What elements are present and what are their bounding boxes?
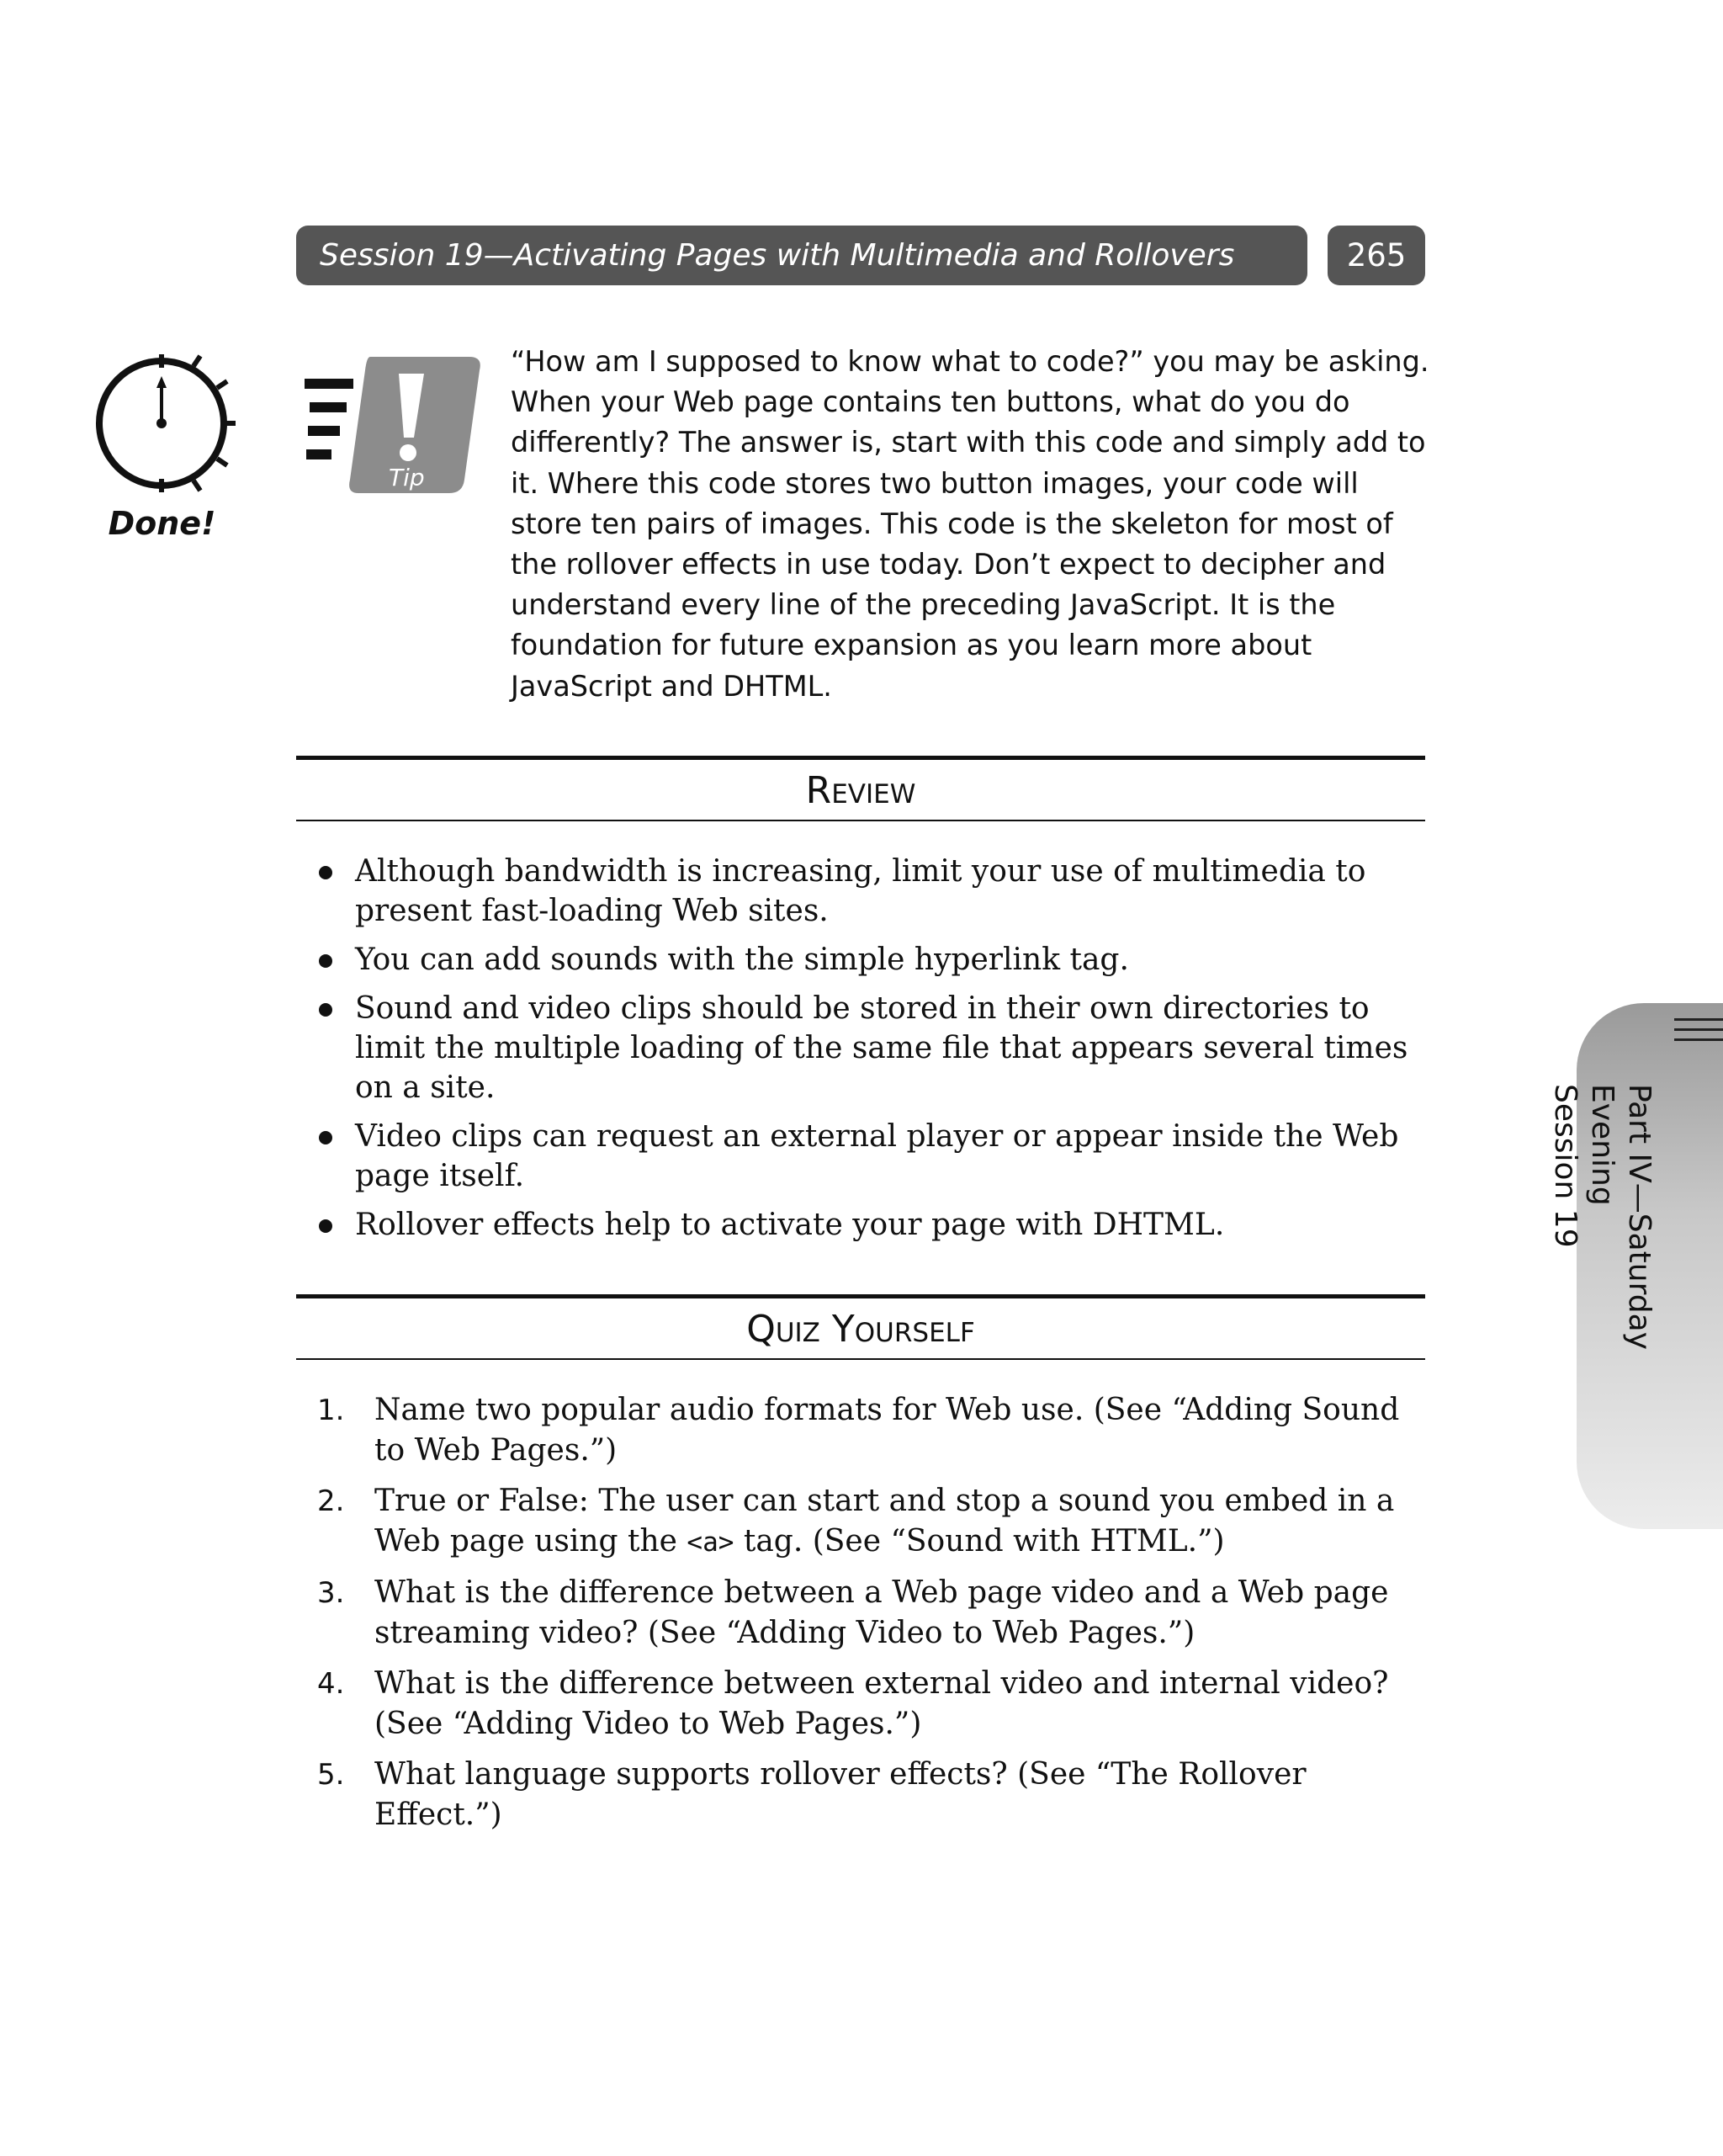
quiz-item-text: True or False: The user can start and stop a sound you embed in a Web page using the <box>374 1484 1395 1559</box>
quiz-item-number: 1. <box>317 1394 345 1427</box>
review-item <box>315 940 1409 980</box>
review-item <box>315 852 1409 931</box>
page-number: 265 <box>1328 226 1425 285</box>
quiz-item-text-end: tag. (See “Sound with HTML.”) <box>734 1524 1225 1559</box>
quiz-item <box>315 1664 1409 1744</box>
side-tab-label <box>1548 1084 1657 1454</box>
review-item-text: Although bandwidth is increasing, limit your use of multimedia to present fast-loading Web sites. <box>355 854 1366 928</box>
quiz-item <box>315 1755 1409 1835</box>
quiz-top-rule <box>296 1294 1425 1298</box>
review-heading: Review <box>805 769 916 812</box>
quiz-item <box>315 1573 1409 1654</box>
quiz-item-text: What language supports rollover effects? (See “The Rollover Effect.”) <box>374 1757 1307 1832</box>
bullet-icon <box>319 1003 332 1017</box>
review-item-text: Sound and video clips should be stored in their own directories to limit the multiple loading of the same file that appears several times on a site. <box>355 991 1408 1105</box>
quiz-item-number: 5. <box>317 1758 345 1792</box>
review-item-text: Rollover effects help to activate your page with DHTML. <box>355 1208 1225 1242</box>
quiz-item-code: <a> <box>687 1527 734 1558</box>
quiz-item <box>315 1390 1409 1471</box>
review-bottom-rule <box>296 820 1425 821</box>
bullet-icon <box>319 1219 332 1233</box>
quiz-item-text: Name two popular audio formats for Web use. (See “Adding Sound to Web Pages.”) <box>374 1393 1400 1468</box>
bullet-icon <box>319 866 332 879</box>
tab-lines-icon <box>1674 1018 1723 1052</box>
stopwatch-icon <box>93 349 240 497</box>
review-item <box>315 1117 1409 1196</box>
quiz-item-number: 2. <box>317 1484 345 1518</box>
quiz-heading: Quiz Yourself <box>746 1308 975 1351</box>
quiz-item-text: What is the difference between a Web page video and a Web page streaming video? (See “Adding Video to Web Pages.”) <box>374 1575 1389 1650</box>
bullet-icon <box>319 954 332 968</box>
side-tab-session: Session 19 <box>1548 1084 1583 1248</box>
bullet-icon <box>319 1131 332 1144</box>
tip-text: “How am I supposed to know what to code?” you may be asking. When your Web page contains ten buttons, what do you do differently? The answer is, start with this code and simply add to it. Where this code stores two button images, your code will store ten pairs of images. This code is the skeleton for most of the rollover effects in use today. Don’t expect to decipher and understand every line of the preceding JavaScript. It is the foundation for future expansion as you learn more about JavaScript and DHTML. <box>511 345 1429 703</box>
tip-icon <box>305 353 485 497</box>
tip-icon-label: Tip <box>389 464 425 491</box>
review-item-text: You can add sounds with the simple hyperlink tag. <box>355 943 1129 977</box>
review-top-rule <box>296 756 1425 760</box>
done-label: Done! <box>108 505 216 542</box>
review-list <box>315 852 1409 1254</box>
quiz-list <box>315 1390 1409 1845</box>
quiz-item-text: What is the difference between external video and internal video? (See “Adding Video to Web Pages.”) <box>374 1666 1389 1741</box>
review-item <box>315 1205 1409 1245</box>
quiz-item-number: 4. <box>317 1667 345 1701</box>
quiz-bottom-rule <box>296 1358 1425 1360</box>
side-tab-part: Part IV—Saturday Evening <box>1585 1084 1657 1350</box>
review-item-text: Video clips can request an external player or appear inside the Web page itself. <box>355 1119 1399 1193</box>
quiz-item-number: 3. <box>317 1576 345 1610</box>
running-header <box>296 226 1307 285</box>
quiz-item <box>315 1481 1409 1563</box>
review-item <box>315 989 1409 1107</box>
header-title: Session 19—Activating Pages with Multimedia and Rollovers <box>320 238 1235 273</box>
